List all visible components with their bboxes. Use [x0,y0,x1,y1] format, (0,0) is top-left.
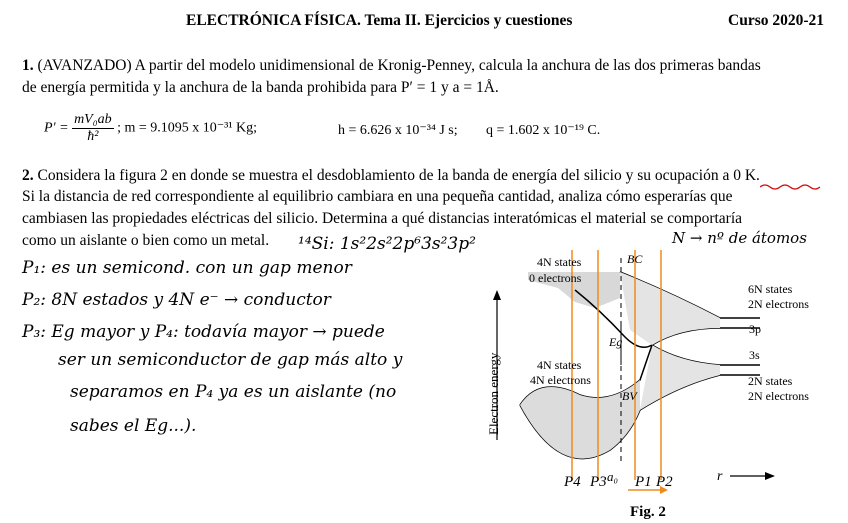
problem2-text-line1: 2. Considera la figura 2 en donde se muestra el desdoblamiento de la banda de energía del silicio y su ocupación a 0 K. [22,167,760,184]
label-right-top-2: 2N electrons [748,297,809,311]
handwritten-p4: P4 [564,474,581,490]
handwritten-si-config: ¹⁴Si: 1s²2s²2p⁶3s²3p² [298,234,476,254]
problem2-number: 2. [22,167,34,184]
y-axis-label: Electron energy [486,352,501,435]
formula-fraction: $\frac{\text{mV₀ab}}{\text{ħ²}}$ [74,112,112,144]
figure-band-splitting [480,240,840,523]
x-axis-label: r [717,469,723,484]
y-axis-arrow [493,290,501,300]
handwritten-p1: P₁: es un semicond. con un gap menor [22,258,352,278]
handwritten-p3-line2: ser un semiconductor de gap más alto y [58,350,403,370]
handwritten-p3-line4: sabes el Eg...). [70,416,197,436]
handwritten-p1: P1 [635,474,652,490]
handwritten-atoms-note: N → nº de átomos [672,229,807,247]
handwritten-p3-line1: P₃: Eg mayor y P₄: todavía mayor → puede [22,322,385,342]
handwritten-bv: BV [622,389,637,403]
label-3s: 3s [749,348,760,362]
document-title: ELECTRÓNICA FÍSICA. Tema II. Ejercicios y cuestiones [186,12,573,29]
handwritten-bc: BC [627,252,643,266]
label-right-bot-1: 2N states [748,374,793,388]
gap-label: Eg [609,335,623,349]
handwritten-p2: P2 [656,474,673,490]
formula-q: q = 1.602 x 10⁻¹⁹ C. [486,123,601,138]
handwritten-p3: P3 [590,474,607,490]
band-3s-shading [640,345,720,410]
problem1-formula: P′ = $\frac{\text{mV₀ab}}{\text{ħ²}}$ ; m = 9.1095 x 10⁻³¹ Kg; [44,112,258,144]
course-label: Curso 2020-21 [728,12,825,29]
problem2-text-line4: como un aislante o bien como un metal. [22,232,270,249]
spellcheck-underline [760,183,820,191]
problem1-text-line1: 1. (AVANZADO) A partir del modelo unidimensional de Kronig-Penney, calcula la anchura de las dos primeras bandas [22,57,761,74]
label-3p: 3p [749,322,761,336]
label-right-bot-2: 2N electrons [748,389,809,403]
label-mid-left-2: 4N electrons [530,373,591,387]
problem1-number: 1. [22,57,34,74]
handwritten-p3-line3: separamos en P₄ ya es un aislante (no [70,382,397,402]
d0-label: a₀ [607,469,619,484]
label-mid-left-1: 4N states [537,358,582,372]
problem2-text-line2: Si la distancia de red correspondiente al equilibrio cambiara en una pequeña cantidad, analiza cómo esperarías que [22,188,733,205]
problem2-text-line3: cambiasen las propiedades eléctricas del silicio. Determina a qué distancias interatómicas el material se comportaría [22,210,743,227]
label-top-left-1: 4N states [537,255,582,269]
handwritten-p2: P₂: 8N estados y 4N e⁻ → conductor [22,290,331,310]
x-axis-arrow [765,472,775,480]
label-right-top-1: 6N states [748,282,793,296]
formula-h: h = 6.626 x 10⁻³⁴ J s; [338,123,458,138]
label-top-left-2: 0 electrons [529,271,582,285]
figure-caption: Fig. 2 [630,504,666,520]
problem1-text-line2: de energía permitida y la anchura de la banda prohibida para P′ = 1 y a = 1Å. [22,79,499,96]
